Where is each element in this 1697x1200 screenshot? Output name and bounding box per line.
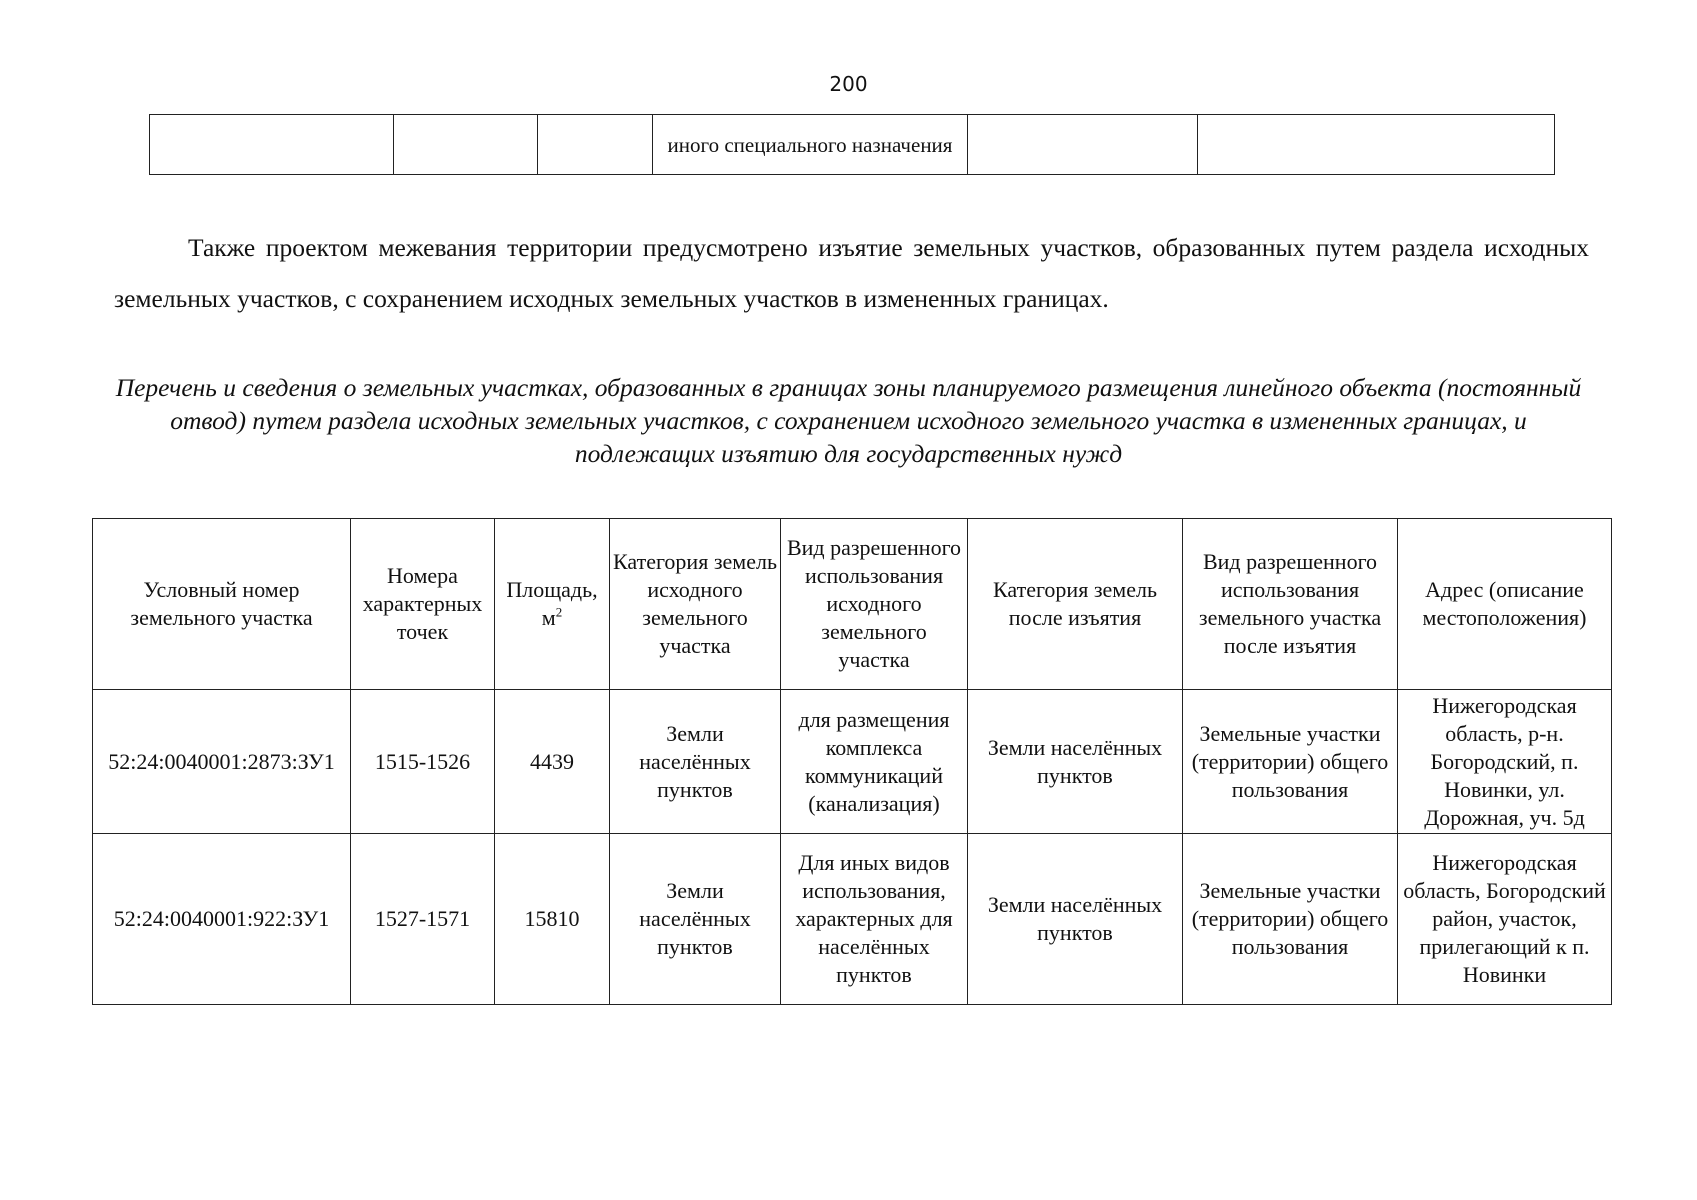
page-number: 200	[829, 72, 868, 96]
table-cell: 15810	[495, 834, 610, 1005]
table-cell: Для иных видов использования, характерных для населённых пунктов	[781, 834, 968, 1005]
header-category-after: Категория земель после изъятия	[968, 519, 1183, 690]
table-cell: Нижегородская область, р-н. Богородский, п. Новинки, ул. Дорожная, уч. 5д	[1398, 690, 1612, 834]
table-cell: Нижегородская область, Богородский район, участок, прилегающий к п. Новинки	[1398, 834, 1612, 1005]
header-area-superscript: 2	[555, 604, 563, 620]
table-cell	[538, 115, 653, 175]
table-cell: Земли населённых пунктов	[610, 834, 781, 1005]
table-caption: Перечень и сведения о земельных участках, образованных в границах зоны планируемого размещения линейного объекта (постоянный отвод) путем раздела исходных земельных участков, с сохранением исходного земельного участка в измененных границах, и подлежащих изъятию для государственных нужд	[115, 373, 1582, 468]
header-plot-number: Условный номер земельного участка	[93, 519, 351, 690]
table-cell: 52:24:0040001:2873:ЗУ1	[93, 690, 351, 834]
header-source-use: Вид разрешенного использования исходного земельного участка	[781, 519, 968, 690]
header-points: Номера характерных точек	[351, 519, 495, 690]
table-cell: Земельные участки (территории) общего пользования	[1183, 690, 1398, 834]
table-cell: Земли населённых пунктов	[968, 834, 1183, 1005]
table-cell: 1527-1571	[351, 834, 495, 1005]
table-cell: иного специального назначения	[653, 115, 968, 175]
land-plots-table	[92, 518, 1612, 1005]
table-row	[150, 115, 1555, 175]
table-cell	[394, 115, 538, 175]
table-row	[93, 690, 1612, 834]
body-paragraph: Также проектом межевания территории предусмотрено изъятие земельных участков, образованных путем раздела исходных земельных участков, с сохранением исходных земельных участков в измененных границах.	[114, 233, 1589, 313]
continued-table-fragment	[149, 114, 1555, 175]
table-row	[93, 834, 1612, 1005]
table-cell: Земли населённых пунктов	[968, 690, 1183, 834]
header-use-after: Вид разрешенного использования земельного участка после изъятия	[1183, 519, 1398, 690]
table-cell: Земли населённых пунктов	[610, 690, 781, 834]
table-cell: 1515-1526	[351, 690, 495, 834]
table-cell	[1198, 115, 1555, 175]
header-area-label: Площадь, м	[506, 577, 598, 630]
table-cell: 52:24:0040001:922:ЗУ1	[93, 834, 351, 1005]
table-cell: для размещения комплекса коммуникаций (канализация)	[781, 690, 968, 834]
header-source-category: Категория земель исходного земельного участка	[610, 519, 781, 690]
table-cell: 4439	[495, 690, 610, 834]
table-header-row	[93, 519, 1612, 690]
table-cell: Земельные участки (территории) общего пользования	[1183, 834, 1398, 1005]
table-cell	[150, 115, 394, 175]
header-address: Адрес (описание местоположения)	[1398, 519, 1612, 690]
header-area	[495, 519, 610, 690]
table-cell	[968, 115, 1198, 175]
